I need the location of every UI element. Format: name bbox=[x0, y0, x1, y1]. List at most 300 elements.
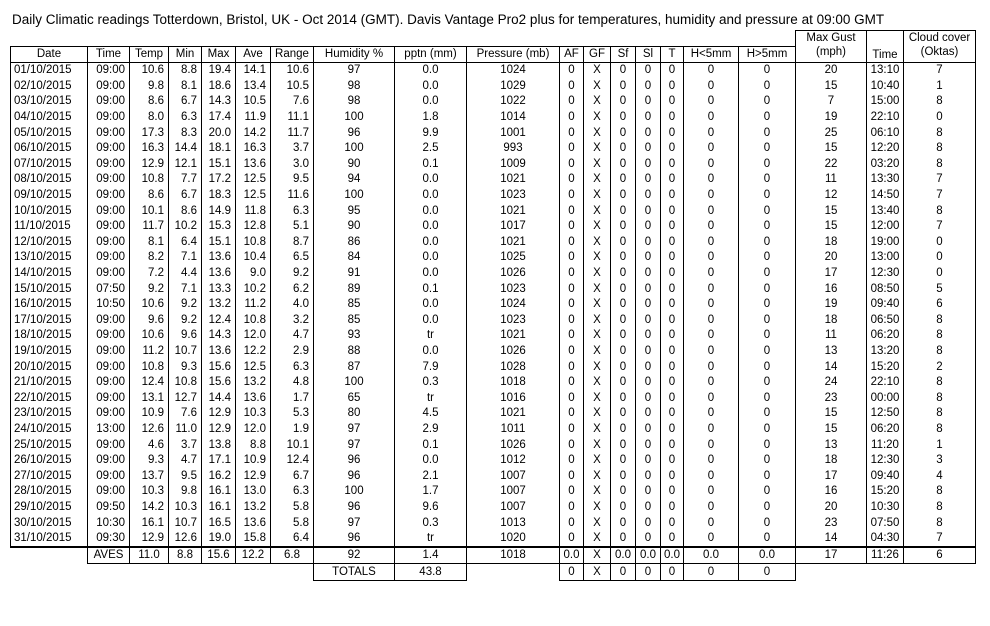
cell-time: 09:00 bbox=[88, 453, 130, 469]
cell-sl: 0 bbox=[636, 157, 661, 173]
cell-t: 0 bbox=[661, 468, 684, 484]
cell-hl: 0 bbox=[684, 125, 739, 141]
cell-hg: 0 bbox=[739, 203, 796, 219]
cell-sl: 0 bbox=[636, 281, 661, 297]
ave-sf: 0.0 bbox=[611, 547, 636, 564]
cell-af: 0 bbox=[560, 344, 584, 360]
cell-pptn: 0.0 bbox=[395, 453, 467, 469]
cell-gtime: 12:50 bbox=[867, 406, 904, 422]
cell-min: 3.7 bbox=[169, 437, 202, 453]
cell-temp: 10.6 bbox=[130, 63, 169, 79]
cell-hg: 0 bbox=[739, 125, 796, 141]
cell-date: 22/10/2015 bbox=[11, 390, 88, 406]
cell-temp: 10.6 bbox=[130, 328, 169, 344]
cell-cloud: 5 bbox=[904, 281, 976, 297]
cell-sl: 0 bbox=[636, 297, 661, 313]
cell-pres: 1026 bbox=[467, 344, 560, 360]
total-af: 0 bbox=[560, 564, 584, 581]
cell-gf: X bbox=[584, 437, 611, 453]
cell-sf: 0 bbox=[611, 157, 636, 173]
cell-min: 9.5 bbox=[169, 468, 202, 484]
cell-range: 5.8 bbox=[271, 515, 314, 531]
table-row bbox=[11, 500, 976, 516]
table-row bbox=[11, 328, 976, 344]
cell-gust: 7 bbox=[796, 94, 867, 110]
cell-hl: 0 bbox=[684, 188, 739, 204]
cell-t: 0 bbox=[661, 172, 684, 188]
cell-ave: 10.2 bbox=[236, 281, 271, 297]
cell-pres: 1016 bbox=[467, 390, 560, 406]
cell-max: 18.6 bbox=[202, 79, 236, 95]
cell-hl: 0 bbox=[684, 484, 739, 500]
cell-hg: 0 bbox=[739, 235, 796, 251]
cell-pptn: 0.0 bbox=[395, 297, 467, 313]
cell-sl: 0 bbox=[636, 359, 661, 375]
cell-ave: 12.5 bbox=[236, 188, 271, 204]
cell-ave: 10.5 bbox=[236, 94, 271, 110]
col-header-sl: Sl bbox=[636, 46, 661, 62]
cell-min: 7.6 bbox=[169, 406, 202, 422]
cell-temp: 8.6 bbox=[130, 94, 169, 110]
daily-rows bbox=[11, 63, 976, 548]
cell-hl: 0 bbox=[684, 172, 739, 188]
cell-min: 9.8 bbox=[169, 484, 202, 500]
cell-hl: 0 bbox=[684, 328, 739, 344]
averages-row bbox=[11, 547, 976, 564]
cell-gtime: 14:50 bbox=[867, 188, 904, 204]
cell-date: 25/10/2015 bbox=[11, 437, 88, 453]
cell-max: 14.3 bbox=[202, 328, 236, 344]
cell-sl: 0 bbox=[636, 110, 661, 126]
ave-max: 15.6 bbox=[202, 547, 236, 564]
cell-range: 6.5 bbox=[271, 250, 314, 266]
cell-gust: 15 bbox=[796, 422, 867, 438]
table-row bbox=[11, 390, 976, 406]
cell-date: 19/10/2015 bbox=[11, 344, 88, 360]
cell-hl: 0 bbox=[684, 203, 739, 219]
cell-cloud: 8 bbox=[904, 344, 976, 360]
cell-hg: 0 bbox=[739, 63, 796, 79]
cell-range: 6.4 bbox=[271, 531, 314, 548]
cell-af: 0 bbox=[560, 63, 584, 79]
cell-sf: 0 bbox=[611, 110, 636, 126]
cell-date: 27/10/2015 bbox=[11, 468, 88, 484]
cell-gust: 15 bbox=[796, 203, 867, 219]
cell-cloud: 7 bbox=[904, 172, 976, 188]
cell-hl: 0 bbox=[684, 281, 739, 297]
cell-max: 12.9 bbox=[202, 406, 236, 422]
cell-gust: 18 bbox=[796, 235, 867, 251]
cell-af: 0 bbox=[560, 250, 584, 266]
cell-temp: 10.9 bbox=[130, 406, 169, 422]
ave-temp: 11.0 bbox=[130, 547, 169, 564]
cell-af: 0 bbox=[560, 328, 584, 344]
cell-min: 6.7 bbox=[169, 94, 202, 110]
cell-min: 12.7 bbox=[169, 390, 202, 406]
col-header-humidity: Humidity % bbox=[314, 46, 395, 62]
cell-hg: 0 bbox=[739, 390, 796, 406]
cell-range: 9.2 bbox=[271, 266, 314, 282]
cell-date: 12/10/2015 bbox=[11, 235, 88, 251]
cell-sl: 0 bbox=[636, 437, 661, 453]
table-row bbox=[11, 344, 976, 360]
cell-temp: 7.2 bbox=[130, 266, 169, 282]
cell-ave: 12.0 bbox=[236, 328, 271, 344]
cell-sf: 0 bbox=[611, 375, 636, 391]
cell-pptn: 0.0 bbox=[395, 203, 467, 219]
cell-min: 4.4 bbox=[169, 266, 202, 282]
cell-pres: 993 bbox=[467, 141, 560, 157]
cell-range: 11.6 bbox=[271, 188, 314, 204]
cell-date: 01/10/2015 bbox=[11, 63, 88, 79]
cell-gust: 11 bbox=[796, 328, 867, 344]
ave-min: 8.8 bbox=[169, 547, 202, 564]
col-header-hail-lt5: H<5mm bbox=[684, 46, 739, 62]
cell-cloud: 8 bbox=[904, 157, 976, 173]
total-sf: 0 bbox=[611, 564, 636, 581]
cell-sl: 0 bbox=[636, 468, 661, 484]
cell-date: 04/10/2015 bbox=[11, 110, 88, 126]
cell-sl: 0 bbox=[636, 235, 661, 251]
cell-range: 5.8 bbox=[271, 500, 314, 516]
cell-temp: 12.4 bbox=[130, 375, 169, 391]
table-row bbox=[11, 453, 976, 469]
cell-hum: 84 bbox=[314, 250, 395, 266]
cell-hg: 0 bbox=[739, 172, 796, 188]
cell-cloud: 0 bbox=[904, 235, 976, 251]
cell-max: 16.1 bbox=[202, 500, 236, 516]
cell-min: 10.3 bbox=[169, 500, 202, 516]
cell-sf: 0 bbox=[611, 141, 636, 157]
cell-ave: 10.4 bbox=[236, 250, 271, 266]
ave-humidity: 92 bbox=[314, 547, 395, 564]
cell-cloud: 8 bbox=[904, 141, 976, 157]
table-row bbox=[11, 94, 976, 110]
cell-t: 0 bbox=[661, 375, 684, 391]
cell-hum: 97 bbox=[314, 515, 395, 531]
cell-cloud: 8 bbox=[904, 500, 976, 516]
cell-pptn: 0.0 bbox=[395, 94, 467, 110]
cell-temp: 10.6 bbox=[130, 297, 169, 313]
cell-date: 29/10/2015 bbox=[11, 500, 88, 516]
cell-cloud: 1 bbox=[904, 79, 976, 95]
cell-min: 10.8 bbox=[169, 375, 202, 391]
cell-min: 8.1 bbox=[169, 79, 202, 95]
cell-min: 7.1 bbox=[169, 250, 202, 266]
cell-ave: 12.9 bbox=[236, 468, 271, 484]
cell-t: 0 bbox=[661, 422, 684, 438]
cell-pres: 1021 bbox=[467, 203, 560, 219]
cell-pres: 1018 bbox=[467, 375, 560, 391]
cell-gust: 16 bbox=[796, 484, 867, 500]
cell-gf: X bbox=[584, 125, 611, 141]
cell-max: 16.2 bbox=[202, 468, 236, 484]
cell-sf: 0 bbox=[611, 125, 636, 141]
cell-pres: 1022 bbox=[467, 94, 560, 110]
cell-cloud: 8 bbox=[904, 484, 976, 500]
cell-af: 0 bbox=[560, 297, 584, 313]
cell-ave: 13.0 bbox=[236, 484, 271, 500]
cell-sf: 0 bbox=[611, 437, 636, 453]
cell-sl: 0 bbox=[636, 328, 661, 344]
cell-gf: X bbox=[584, 468, 611, 484]
cell-ave: 12.2 bbox=[236, 344, 271, 360]
cell-pres: 1007 bbox=[467, 500, 560, 516]
cell-date: 14/10/2015 bbox=[11, 266, 88, 282]
cell-max: 15.6 bbox=[202, 375, 236, 391]
cell-af: 0 bbox=[560, 188, 584, 204]
cell-hum: 98 bbox=[314, 79, 395, 95]
cell-date: 16/10/2015 bbox=[11, 297, 88, 313]
cell-range: 3.2 bbox=[271, 313, 314, 329]
cell-hg: 0 bbox=[739, 437, 796, 453]
cell-date: 10/10/2015 bbox=[11, 203, 88, 219]
cell-gtime: 13:00 bbox=[867, 250, 904, 266]
col-header-min: Min bbox=[169, 46, 202, 62]
table-row bbox=[11, 515, 976, 531]
cell-max: 16.5 bbox=[202, 515, 236, 531]
cell-t: 0 bbox=[661, 235, 684, 251]
cell-af: 0 bbox=[560, 235, 584, 251]
cell-gf: X bbox=[584, 172, 611, 188]
table-row bbox=[11, 437, 976, 453]
total-hail-lt5: 0 bbox=[684, 564, 739, 581]
cell-time: 09:00 bbox=[88, 406, 130, 422]
cell-time: 10:30 bbox=[88, 515, 130, 531]
cell-pptn: 0.1 bbox=[395, 281, 467, 297]
cell-gf: X bbox=[584, 297, 611, 313]
cell-t: 0 bbox=[661, 203, 684, 219]
cell-gtime: 07:50 bbox=[867, 515, 904, 531]
cell-hg: 0 bbox=[739, 313, 796, 329]
cell-time: 09:50 bbox=[88, 500, 130, 516]
cell-min: 10.7 bbox=[169, 515, 202, 531]
cell-t: 0 bbox=[661, 141, 684, 157]
cell-cloud: 8 bbox=[904, 422, 976, 438]
cell-cloud: 7 bbox=[904, 63, 976, 79]
cell-pptn: 2.9 bbox=[395, 422, 467, 438]
cell-pptn: 0.3 bbox=[395, 375, 467, 391]
cell-hum: 80 bbox=[314, 406, 395, 422]
cell-time: 09:00 bbox=[88, 219, 130, 235]
col-header-time: Time bbox=[88, 46, 130, 62]
cell-gust: 20 bbox=[796, 63, 867, 79]
cell-date: 06/10/2015 bbox=[11, 141, 88, 157]
cell-max: 16.1 bbox=[202, 484, 236, 500]
col-header-hail-gt5: H>5mm bbox=[739, 46, 796, 62]
cell-range: 9.5 bbox=[271, 172, 314, 188]
cell-min: 7.1 bbox=[169, 281, 202, 297]
cell-cloud: 7 bbox=[904, 219, 976, 235]
cell-max: 20.0 bbox=[202, 125, 236, 141]
cell-ave: 12.8 bbox=[236, 219, 271, 235]
cell-pres: 1021 bbox=[467, 406, 560, 422]
cell-min: 7.7 bbox=[169, 172, 202, 188]
cell-t: 0 bbox=[661, 219, 684, 235]
cell-min: 8.8 bbox=[169, 63, 202, 79]
cell-range: 3.7 bbox=[271, 141, 314, 157]
cell-sf: 0 bbox=[611, 468, 636, 484]
cell-pptn: 0.0 bbox=[395, 63, 467, 79]
cell-min: 12.6 bbox=[169, 531, 202, 548]
cell-t: 0 bbox=[661, 515, 684, 531]
cell-gf: X bbox=[584, 515, 611, 531]
cell-pres: 1013 bbox=[467, 515, 560, 531]
cell-sl: 0 bbox=[636, 484, 661, 500]
cell-af: 0 bbox=[560, 110, 584, 126]
table-row bbox=[11, 406, 976, 422]
cell-pptn: tr bbox=[395, 390, 467, 406]
table-row bbox=[11, 297, 976, 313]
cell-sf: 0 bbox=[611, 235, 636, 251]
cell-ave: 13.6 bbox=[236, 515, 271, 531]
cell-gf: X bbox=[584, 235, 611, 251]
cell-t: 0 bbox=[661, 157, 684, 173]
cell-pptn: 0.1 bbox=[395, 157, 467, 173]
cell-gust: 12 bbox=[796, 188, 867, 204]
table-row bbox=[11, 110, 976, 126]
cell-range: 5.1 bbox=[271, 219, 314, 235]
cell-range: 4.7 bbox=[271, 328, 314, 344]
col-header-max: Max bbox=[202, 46, 236, 62]
cell-cloud: 8 bbox=[904, 406, 976, 422]
cell-max: 15.3 bbox=[202, 219, 236, 235]
cell-hg: 0 bbox=[739, 484, 796, 500]
cell-af: 0 bbox=[560, 281, 584, 297]
cell-sl: 0 bbox=[636, 172, 661, 188]
cell-min: 6.4 bbox=[169, 235, 202, 251]
cell-range: 10.5 bbox=[271, 79, 314, 95]
cell-date: 13/10/2015 bbox=[11, 250, 88, 266]
cell-cloud: 6 bbox=[904, 297, 976, 313]
cell-gtime: 13:40 bbox=[867, 203, 904, 219]
cell-range: 1.7 bbox=[271, 390, 314, 406]
cell-pptn: 0.0 bbox=[395, 79, 467, 95]
cell-gtime: 12:20 bbox=[867, 141, 904, 157]
table-row bbox=[11, 281, 976, 297]
cell-sl: 0 bbox=[636, 453, 661, 469]
cell-time: 13:00 bbox=[88, 422, 130, 438]
cell-hl: 0 bbox=[684, 79, 739, 95]
cell-temp: 8.1 bbox=[130, 235, 169, 251]
cell-pptn: 4.5 bbox=[395, 406, 467, 422]
cell-gf: X bbox=[584, 266, 611, 282]
cell-gf: X bbox=[584, 359, 611, 375]
cell-t: 0 bbox=[661, 437, 684, 453]
cell-time: 09:00 bbox=[88, 94, 130, 110]
cell-gust: 20 bbox=[796, 250, 867, 266]
cell-af: 0 bbox=[560, 359, 584, 375]
cell-sf: 0 bbox=[611, 422, 636, 438]
cell-temp: 8.6 bbox=[130, 188, 169, 204]
cell-pptn: 0.0 bbox=[395, 235, 467, 251]
cell-gust: 24 bbox=[796, 375, 867, 391]
cell-gf: X bbox=[584, 203, 611, 219]
cell-min: 10.7 bbox=[169, 344, 202, 360]
cell-cloud: 0 bbox=[904, 250, 976, 266]
cell-max: 15.6 bbox=[202, 359, 236, 375]
cell-t: 0 bbox=[661, 125, 684, 141]
cell-hum: 100 bbox=[314, 484, 395, 500]
cell-max: 13.6 bbox=[202, 266, 236, 282]
cell-hum: 87 bbox=[314, 359, 395, 375]
cell-pptn: 0.0 bbox=[395, 266, 467, 282]
cell-ave: 10.8 bbox=[236, 313, 271, 329]
cell-ave: 10.8 bbox=[236, 235, 271, 251]
cell-max: 12.9 bbox=[202, 422, 236, 438]
cell-gtime: 10:30 bbox=[867, 500, 904, 516]
cell-cloud: 8 bbox=[904, 515, 976, 531]
cell-af: 0 bbox=[560, 203, 584, 219]
cell-t: 0 bbox=[661, 94, 684, 110]
cell-af: 0 bbox=[560, 422, 584, 438]
cell-hg: 0 bbox=[739, 157, 796, 173]
cell-ave: 12.5 bbox=[236, 172, 271, 188]
cell-pres: 1023 bbox=[467, 188, 560, 204]
cell-sf: 0 bbox=[611, 328, 636, 344]
table-row bbox=[11, 219, 976, 235]
cell-range: 10.6 bbox=[271, 63, 314, 79]
ave-t: 0.0 bbox=[661, 547, 684, 564]
cell-max: 17.2 bbox=[202, 172, 236, 188]
cell-sf: 0 bbox=[611, 172, 636, 188]
cell-t: 0 bbox=[661, 266, 684, 282]
cell-hl: 0 bbox=[684, 94, 739, 110]
cell-sf: 0 bbox=[611, 94, 636, 110]
cell-gtime: 13:20 bbox=[867, 344, 904, 360]
table-row bbox=[11, 157, 976, 173]
cell-gtime: 09:40 bbox=[867, 297, 904, 313]
cell-gtime: 12:00 bbox=[867, 219, 904, 235]
cell-ave: 13.4 bbox=[236, 79, 271, 95]
cell-hl: 0 bbox=[684, 141, 739, 157]
col-header-sf: Sf bbox=[611, 46, 636, 62]
cell-pres: 1009 bbox=[467, 157, 560, 173]
cell-pres: 1029 bbox=[467, 79, 560, 95]
ave-gf: X bbox=[584, 547, 611, 564]
cell-hg: 0 bbox=[739, 406, 796, 422]
cell-hg: 0 bbox=[739, 515, 796, 531]
cell-pptn: 0.0 bbox=[395, 313, 467, 329]
cell-gf: X bbox=[584, 94, 611, 110]
cell-cloud: 7 bbox=[904, 531, 976, 548]
cell-hg: 0 bbox=[739, 266, 796, 282]
table-row bbox=[11, 484, 976, 500]
cell-af: 0 bbox=[560, 79, 584, 95]
cell-gust: 18 bbox=[796, 313, 867, 329]
ave-gust: 17 bbox=[796, 547, 867, 564]
cell-date: 24/10/2015 bbox=[11, 422, 88, 438]
cell-hl: 0 bbox=[684, 453, 739, 469]
cell-range: 6.2 bbox=[271, 281, 314, 297]
cell-gust: 15 bbox=[796, 219, 867, 235]
cell-hl: 0 bbox=[684, 390, 739, 406]
cell-date: 28/10/2015 bbox=[11, 484, 88, 500]
cell-hum: 97 bbox=[314, 422, 395, 438]
cell-gust: 23 bbox=[796, 390, 867, 406]
cell-gf: X bbox=[584, 375, 611, 391]
cell-gust: 16 bbox=[796, 281, 867, 297]
cell-sl: 0 bbox=[636, 79, 661, 95]
cell-date: 09/10/2015 bbox=[11, 188, 88, 204]
cell-t: 0 bbox=[661, 390, 684, 406]
cell-hum: 85 bbox=[314, 297, 395, 313]
cell-sl: 0 bbox=[636, 250, 661, 266]
cell-cloud: 8 bbox=[904, 390, 976, 406]
cell-af: 0 bbox=[560, 500, 584, 516]
cell-pres: 1025 bbox=[467, 250, 560, 266]
cell-hum: 89 bbox=[314, 281, 395, 297]
